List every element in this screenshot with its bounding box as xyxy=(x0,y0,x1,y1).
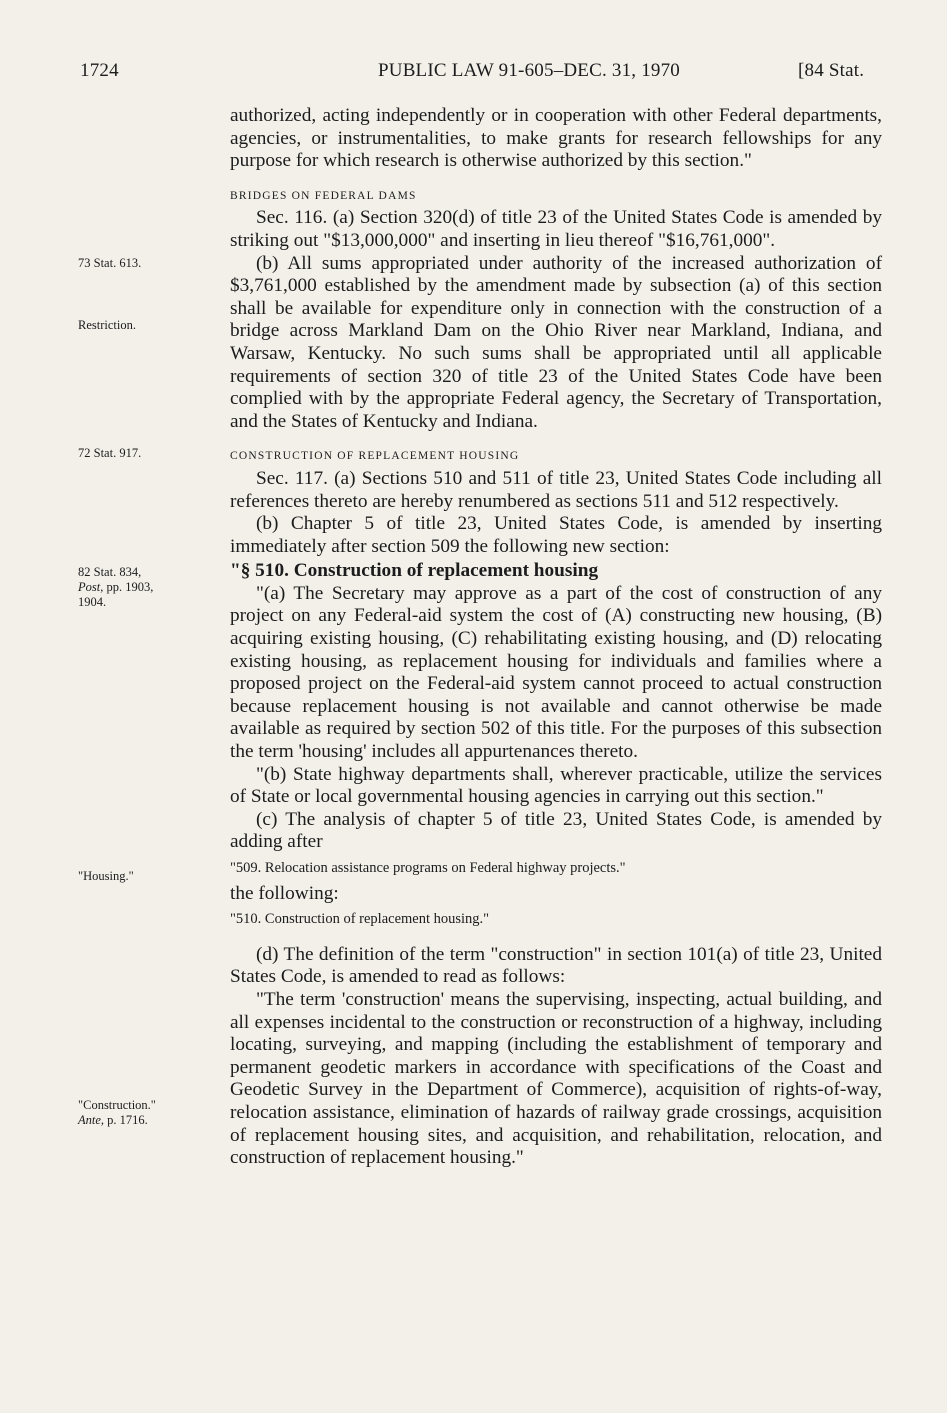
sec117-d: (d) The definition of the term "construction" in section 101(a) of title 23, United States Code, is amended to read as follows: xyxy=(230,943,882,988)
sec116-b: (b) All sums appropriated under authority of the increased authorization of $3,761,000 established by the amendment made by subsection (a) of this section shall be available for expenditure only in connection with the construction of a bridge across Markland Dam on the Ohio River near Markland, Indiana, and Warsaw, Kentucky. No such sums shall be appropriated until all applicable requirements of section 320 of title 23 of the United States Code have been complied with by the appropriate Federal agency, the Secretary of Transportation, and the States of Kentucky and Indiana. xyxy=(230,252,882,432)
ante-italic: Ante, xyxy=(78,1113,105,1127)
ante-page: p. 1716. xyxy=(104,1113,148,1127)
spacer xyxy=(230,934,882,944)
margin-note-72-stat: 72 Stat. 917. xyxy=(78,446,142,460)
margin-note-82-stat-line2 xyxy=(78,580,153,595)
post-pages: pp. 1903, xyxy=(103,580,154,594)
margin-note-82-stat xyxy=(78,565,153,610)
analysis-line-509: "509. Relocation assistance programs on Federal highway projects." xyxy=(230,860,626,876)
sec117-b: (b) Chapter 5 of title 23, United States Code, is amended by inserting immediately after section 509 the following new section: xyxy=(230,513,882,557)
margin-note-restriction: Restriction. xyxy=(78,318,136,332)
sec510-heading: "§ 510. Construction of replacement housing xyxy=(230,560,599,582)
page-number: 1724 xyxy=(80,60,119,81)
margin-note-housing: "Housing." xyxy=(78,869,134,883)
post-italic: Post, xyxy=(78,580,104,594)
heading-replacement-housing: CONSTRUCTION OF REPLACEMENT HOUSING xyxy=(230,450,520,463)
analysis-line-510: "510. Construction of replacement housing." xyxy=(230,911,490,928)
the-following: the following: xyxy=(230,882,339,904)
margin-note-construction-line1: "Construction." xyxy=(78,1098,156,1112)
main-text xyxy=(230,105,882,1170)
sec116-a: Sec. 116. (a) Section 320(d) of title 23 of the United States Code is amended by striking out "$13,000,000" and inserting in lieu thereof "$16,761,000". xyxy=(230,207,882,251)
margin-note-construction xyxy=(78,1098,156,1128)
sec510-b: "(b) State highway departments shall, wherever practicable, utilize the services of State or local governmental housing agencies in carrying out this section." xyxy=(230,763,882,808)
margin-note-construction-line2 xyxy=(78,1113,156,1128)
sec510-a: "(a) The Secretary may approve as a part of the cost of construction of any project on any Federal-aid system the cost of (A) constructing new housing, (B) acquiring existing housing, (C) rehabilitating existing housing, and (D) relocating existing housing, as replacement housing for individuals and families where a proposed project on the Federal-aid system cannot proceed to actual construction because replacement housing is not available and cannot otherwise be made available as required by section 502 of this title. For the purposes of this subsection the term 'housing' includes all appurtenances thereto. xyxy=(230,582,882,763)
sec117-c: (c) The analysis of chapter 5 of title 23, United States Code, is amended by adding after xyxy=(230,808,882,853)
margin-note-73-stat: 73 Stat. 613. xyxy=(78,256,142,270)
margin-note-82-stat-line3: 1904. xyxy=(78,595,107,609)
sec117-a: Sec. 117. (a) Sections 510 and 511 of title 23, United States Code including all references thereto are hereby renumbered as sections 511 and 512 respectively. xyxy=(230,467,882,512)
margin-note-82-stat-line1: 82 Stat. 834, xyxy=(78,565,142,579)
heading-bridges-on-federal-dams: BRIDGES ON FEDERAL DAMS xyxy=(230,189,417,202)
construction-definition: "The term 'construction' means the supervising, inspecting, actual building, and all expenses incidental to the construction or reconstruction of a highway, including locating, surveying, and mapping (including the establishment of temporary and permanent geodetic markers in accordance with specifications of the Coast and Geodetic Survey in the Department of Commerce), acquisition of rights-of-way, relocation assistance, elimination of hazards of railway grade crossings, acquisition of replacement housing sites, and acquisition, and rehabilitation, relocation, and construction of replacement housing." xyxy=(230,988,882,1169)
intro-paragraph: authorized, acting independently or in cooperation with other Federal departments, agencies, or instrumentalities, to make grants for research fellowships for any purpose for which research is otherwise authorized by this section." xyxy=(230,105,882,172)
stat-reference: [84 Stat. xyxy=(798,60,865,81)
running-title: PUBLIC LAW 91-605–DEC. 31, 1970 xyxy=(378,60,680,81)
